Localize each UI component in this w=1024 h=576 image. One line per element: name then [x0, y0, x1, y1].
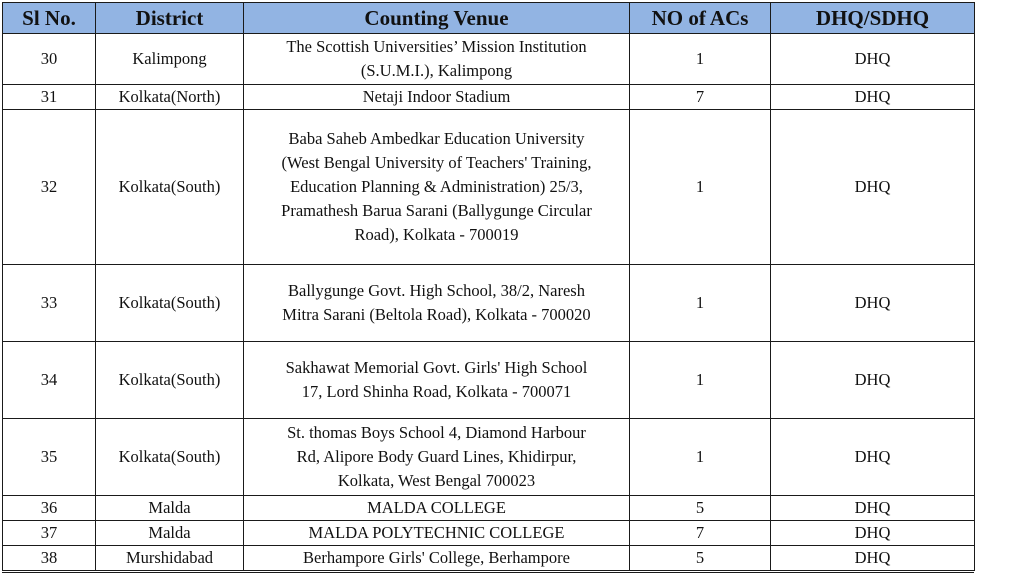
header-row [3, 3, 975, 34]
cell-dhq-sdhq: DHQ [771, 546, 975, 571]
cell-sl-no: 31 [3, 85, 96, 110]
table-row [3, 110, 975, 265]
cell-dhq-sdhq: DHQ [771, 85, 975, 110]
cell-counting-venue: Ballygunge Govt. High School, 38/2, Naresh Mitra Sarani (Beltola Road), Kolkata - 700020 [244, 265, 630, 342]
counting-venue-table [2, 2, 975, 571]
cell-district: Murshidabad [96, 546, 244, 571]
cell-counting-venue: Baba Saheb Ambedkar Education University (West Bengal University of Teachers' Training, Education Planning & Administration) 25/3, Pramathesh Barua Sarani (Ballygunge Circular Road), Kolkata - 700019 [244, 110, 630, 265]
cell-district: Kolkata(South) [96, 342, 244, 419]
cell-counting-venue: MALDA COLLEGE [244, 496, 630, 521]
cell-dhq-sdhq: DHQ [771, 419, 975, 496]
cell-district: Kalimpong [96, 34, 244, 85]
cell-counting-venue: St. thomas Boys School 4, Diamond Harbour Rd, Alipore Body Guard Lines, Khidirpur, Kolkata, West Bengal 700023 [244, 419, 630, 496]
cell-dhq-sdhq: DHQ [771, 265, 975, 342]
cell-no-of-acs: 7 [630, 521, 771, 546]
cell-no-of-acs: 7 [630, 85, 771, 110]
cell-no-of-acs: 1 [630, 110, 771, 265]
cell-district: Malda [96, 521, 244, 546]
header-dhq-sdhq: DHQ/SDHQ [771, 3, 975, 34]
cell-counting-venue: MALDA POLYTECHNIC COLLEGE [244, 521, 630, 546]
cell-sl-no: 38 [3, 546, 96, 571]
cell-no-of-acs: 5 [630, 496, 771, 521]
cell-district: Malda [96, 496, 244, 521]
next-row-border [2, 572, 974, 575]
cell-counting-venue: The Scottish Universities’ Mission Institution (S.U.M.I.), Kalimpong [244, 34, 630, 85]
table-row [3, 496, 975, 521]
table-row [3, 419, 975, 496]
cell-dhq-sdhq: DHQ [771, 496, 975, 521]
cell-counting-venue: Berhampore Girls' College, Berhampore [244, 546, 630, 571]
cell-counting-venue: Netaji Indoor Stadium [244, 85, 630, 110]
cell-no-of-acs: 1 [630, 342, 771, 419]
table-row [3, 85, 975, 110]
cell-sl-no: 35 [3, 419, 96, 496]
table-row [3, 265, 975, 342]
table-row [3, 342, 975, 419]
table-row [3, 521, 975, 546]
cell-dhq-sdhq: DHQ [771, 342, 975, 419]
cell-no-of-acs: 1 [630, 265, 771, 342]
cell-dhq-sdhq: DHQ [771, 110, 975, 265]
cell-no-of-acs: 1 [630, 34, 771, 85]
header-no-of-acs: NO of ACs [630, 3, 771, 34]
cell-no-of-acs: 1 [630, 419, 771, 496]
cell-district: Kolkata(South) [96, 110, 244, 265]
cell-dhq-sdhq: DHQ [771, 34, 975, 85]
header-sl-no: Sl No. [3, 3, 96, 34]
cell-dhq-sdhq: DHQ [771, 521, 975, 546]
table-row [3, 34, 975, 85]
cell-no-of-acs: 5 [630, 546, 771, 571]
table-row [3, 546, 975, 571]
header-district: District [96, 3, 244, 34]
cell-district: Kolkata(South) [96, 419, 244, 496]
header-counting-venue: Counting Venue [244, 3, 630, 34]
cell-district: Kolkata(South) [96, 265, 244, 342]
cell-district: Kolkata(North) [96, 85, 244, 110]
cell-sl-no: 34 [3, 342, 96, 419]
cell-counting-venue: Sakhawat Memorial Govt. Girls' High School 17, Lord Shinha Road, Kolkata - 700071 [244, 342, 630, 419]
cell-sl-no: 36 [3, 496, 96, 521]
cell-sl-no: 33 [3, 265, 96, 342]
cell-sl-no: 30 [3, 34, 96, 85]
cell-sl-no: 32 [3, 110, 96, 265]
cell-sl-no: 37 [3, 521, 96, 546]
